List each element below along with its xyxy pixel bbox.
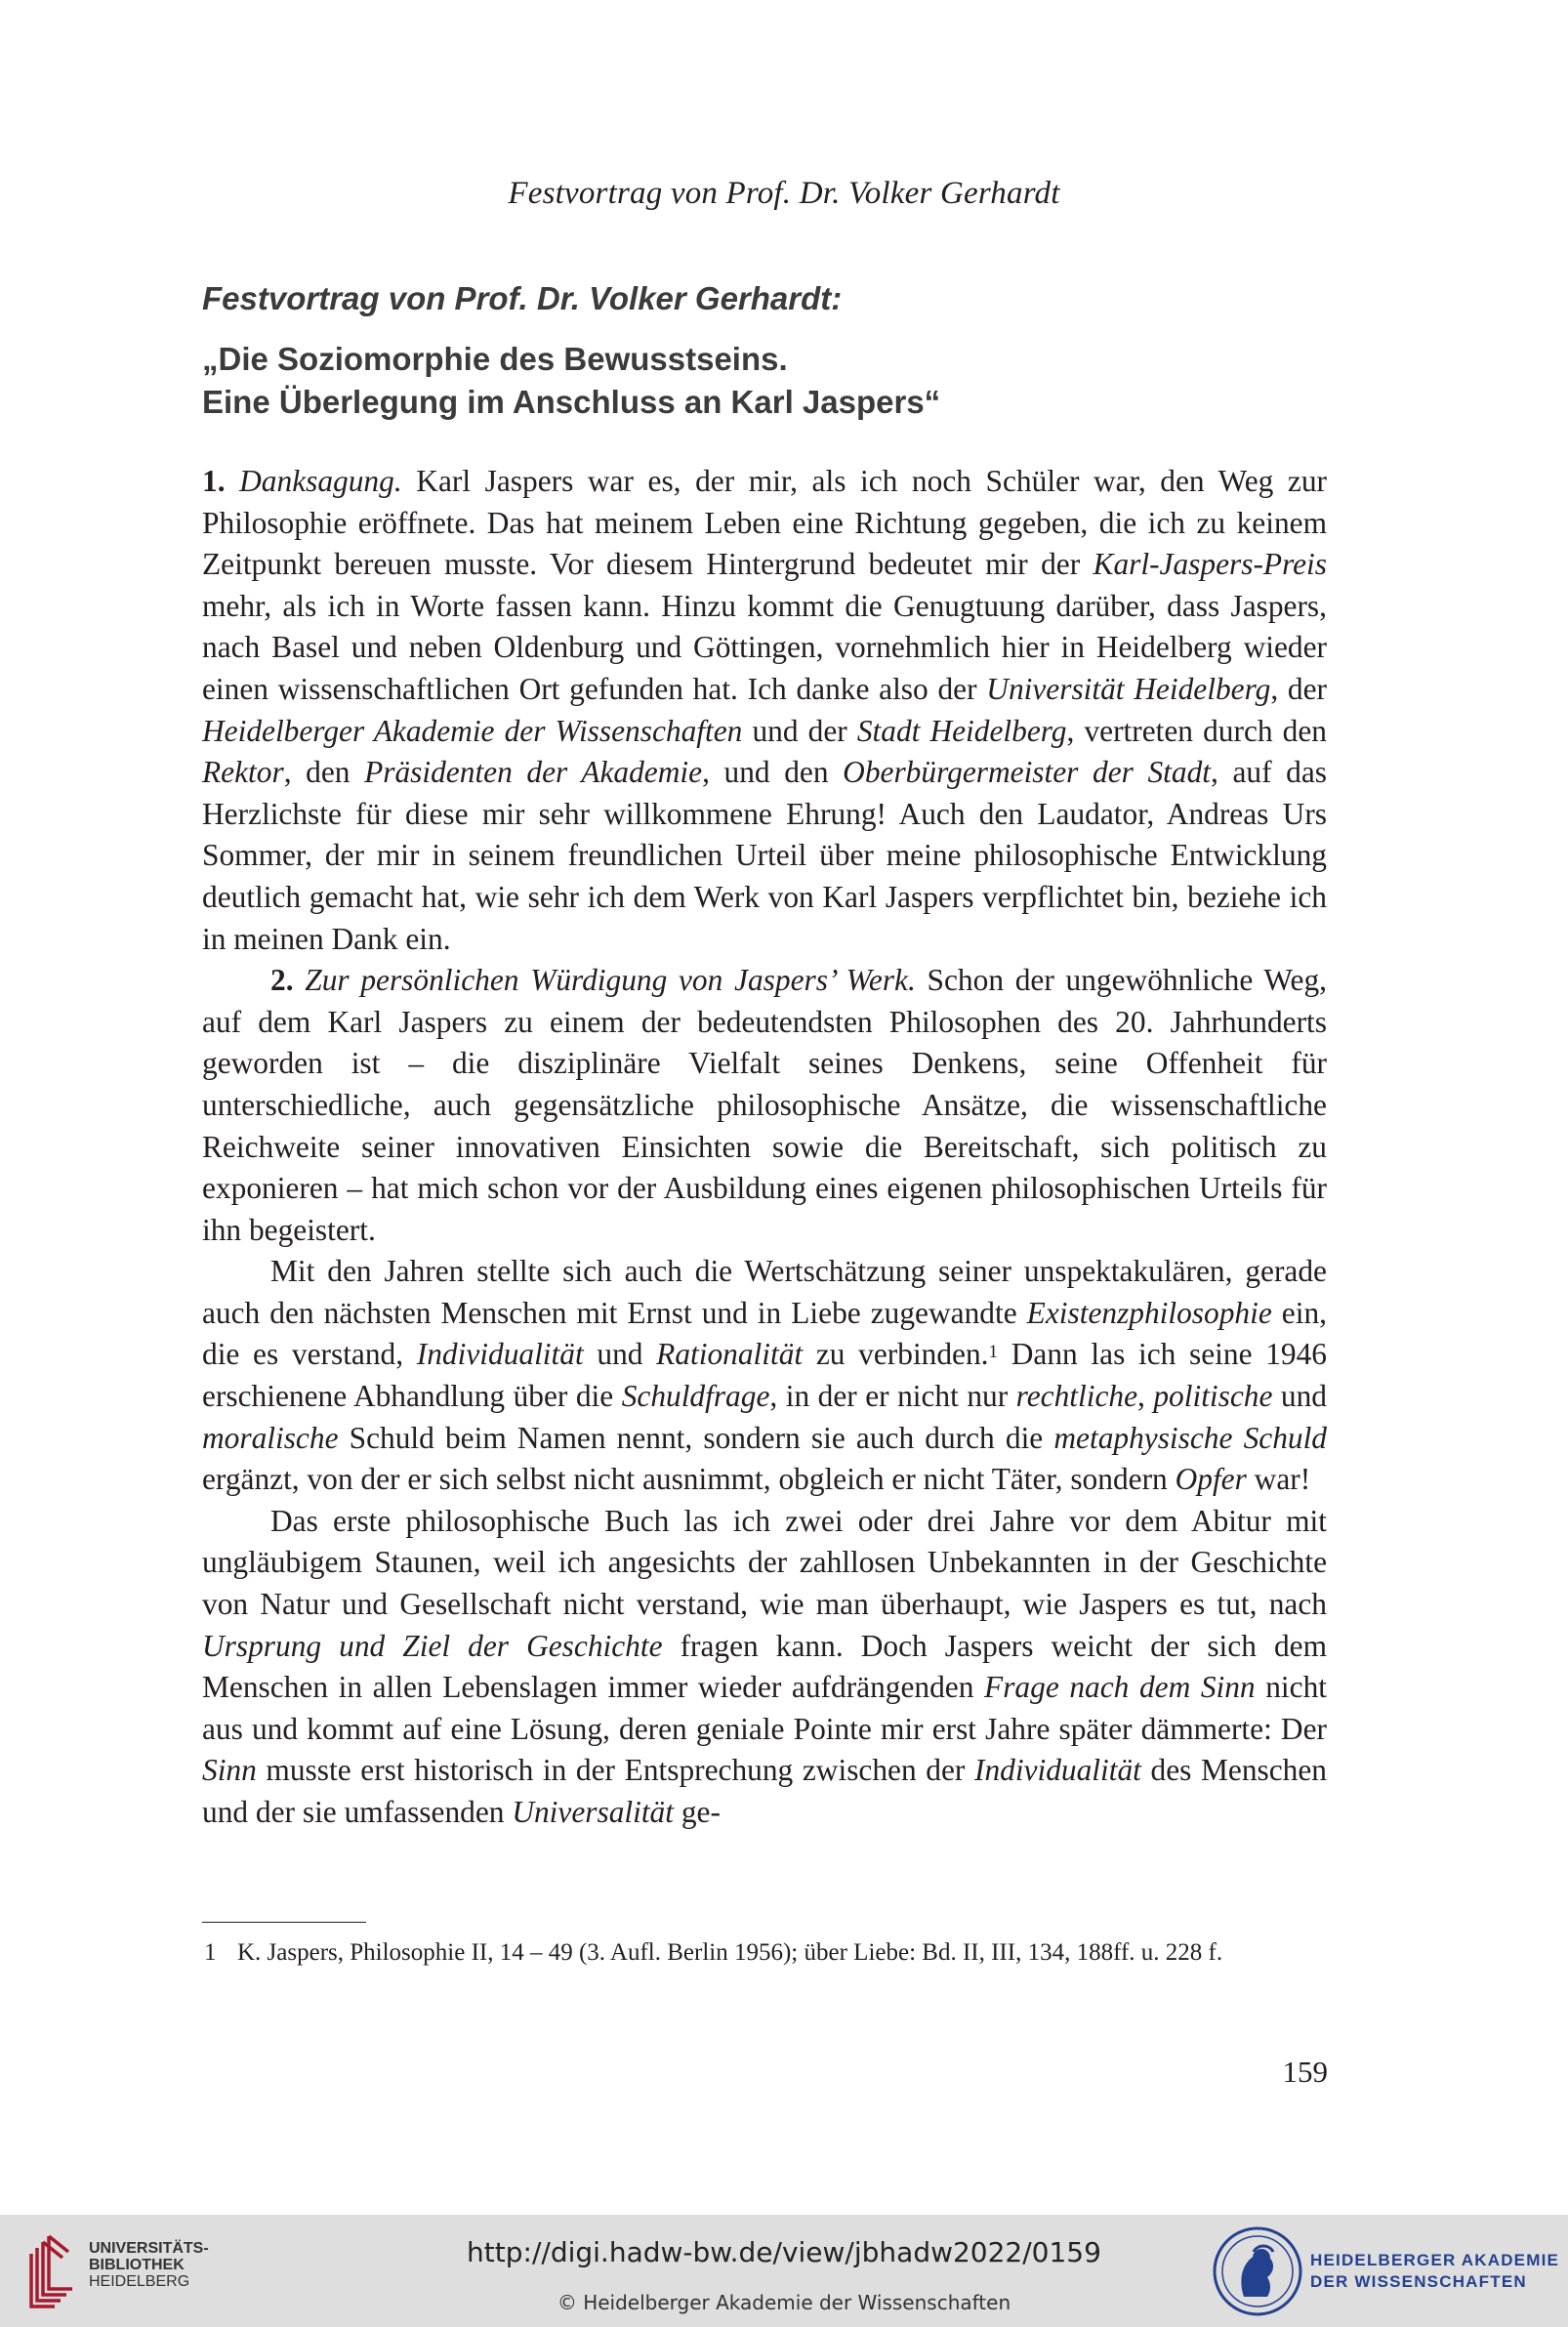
ub-line-3: HEIDELBERG	[89, 2273, 190, 2290]
emphasis: rechtliche	[1015, 1379, 1138, 1414]
hadw-line-2: DER WISSENSCHAFTEN	[1310, 2272, 1527, 2291]
paragraph: 2. Zur persönlichen Würdigung von Jaspers’ Werk. Schon der ungewöhnliche Weg, auf dem Karl Jaspers zu einem der bedeutendsten Philosophen des 20. Jahrhunderts geworden ist – die disziplinäre Vielfalt seines Denkens, seine Offenheit für unterschiedliche, auch gegensätzliche philosophische Ansätze, die wissenschaftliche Reichweite seiner innovativen Einsichten sowie die Bereitschaft, sich politisch zu exponieren – hat mich schon vor der Ausbildung eines eigenen philosophischen Urteils für ihn begeistert.	[202, 963, 1328, 1247]
lecture-title-line-2: Eine Überlegung im Anschluss an Karl Jaspers“	[202, 384, 941, 420]
emphasis: Universität Heidelberg	[986, 671, 1271, 706]
lecture-title-line-1: „Die Soziomorphie des Bewusstseins.	[202, 341, 788, 377]
hadw-wordmark	[1310, 2250, 1559, 2293]
permalink-url[interactable]: http://digi.hadw-bw.de/view/jbhadw2022/0159	[467, 2236, 1101, 2268]
copyright-notice: © Heidelberger Akademie der Wissenschaften	[557, 2291, 1011, 2314]
ub-line-1: UNIVERSITÄTS-	[89, 2240, 209, 2257]
emphasis: politische	[1153, 1379, 1273, 1414]
emphasis: Schuldfrage	[621, 1379, 770, 1414]
emphasis: moralische	[202, 1420, 339, 1455]
emphasis: Rationalität	[656, 1337, 804, 1372]
body-text	[202, 461, 1327, 1834]
emphasis: Präsidenten der Akademie	[364, 755, 703, 790]
emphasis: Frage nach dem Sinn	[984, 1670, 1256, 1705]
emphasis: Individualität	[416, 1337, 584, 1372]
footnote-ref[interactable]: 1	[988, 1342, 999, 1363]
emphasis: Karl-Jaspers-Preis	[1093, 547, 1327, 582]
paragraph: Das erste philosophische Buch las ich zwei oder drei Jahre vor dem Abitur mit ungläubigem Staunen, weil ich angesichts der zahllosen Unbekannten in der Geschichte von Natur und Gesellschaft nicht verstand, wie man überhaupt, wie Jaspers es tut, nach Ursprung und Ziel der Geschichte fragen kann. Doch Jaspers weicht der sich dem Menschen in allen Lebenslagen immer wieder aufdrängenden Frage nach dem Sinn nicht aus und kommt auf eine Lösung, deren geniale Pointe mir erst Jahre später dämmerte: Der Sinn musste erst historisch in der Entsprechung zwischen der Individualität des Menschen und der sie umfassenden Universalität ge-	[202, 1503, 1327, 1829]
footnote	[202, 1937, 1327, 1969]
hadw-line-1: HEIDELBERGER AKADEMIE	[1310, 2251, 1560, 2269]
paragraph: Mit den Jahren stellte sich auch die Wertschätzung seiner unspektakulären, gerade auch den nächsten Menschen mit Ernst und in Liebe zugewandte Existenzphilosophie ein, die es verstand, Individualität und Rationalität zu verbinden.$^1$ Dann las ich seine 1946 erschienene Abhandlung über die Schuldfrage, in der er nicht nur rechtliche, politische und moralische Schuld beim Namen nennt, sondern sie auch durch die metaphysische Schuld ergänzt, von der er sich selbst nicht ausnimmt, obgleich er nicht Täter, sondern Opfer war!	[202, 1254, 1328, 1497]
emphasis: Individualität	[974, 1753, 1141, 1788]
footer-bar	[0, 2215, 1568, 2327]
running-head: Festvortrag von Prof. Dr. Volker Gerhardt	[508, 176, 1060, 211]
paragraph: 1. Danksagung. Karl Jaspers war es, der mir, als ich noch Schüler war, den Weg zur Philosophie eröffnete. Das hat meinem Leben eine Richtung gegeben, die ich zu keinem Zeitpunkt bereuen musste. Vor diesem Hintergrund bedeutet mir der Karl-Jaspers-Preis mehr, als ich in Worte fassen kann. Hinzu kommt die Genugtuung darüber, dass Jaspers, nach Basel und neben Oldenburg und Göttingen, vornehmlich hier in Heidelberg wieder einen wissenschaftlichen Ort gefunden hat. Ich danke also der Universität Heidelberg, der Heidelberger Akademie der Wissenschaften und der Stadt Heidelberg, vertreten durch den Rektor, den Präsidenten der Akademie, und den Oberbürgermeister der Stadt, auf das Herzlichste für diese mir sehr willkommene Ehrung! Auch den Laudator, Andreas Urs Sommer, der mir in seinem freundlichen Urteil über meine philosophische Entwicklung deutlich gemacht hat, wie sehr ich dem Werk von Karl Jaspers verpflichtet bin, beziehe ich in meinen Dank ein.	[202, 464, 1328, 956]
lecture-heading: Festvortrag von Prof. Dr. Volker Gerhardt:	[202, 280, 843, 316]
emphasis: Zur persönlichen Würdigung von Jaspers’ Werk.	[305, 963, 916, 998]
emphasis: Heidelberger Akademie der Wissenschaften	[202, 713, 743, 748]
hadw-seal-icon	[1211, 2224, 1304, 2318]
footnote-number: 1	[204, 1939, 217, 1966]
emphasis: Opfer	[1175, 1462, 1247, 1497]
section-number: 2.	[270, 963, 306, 998]
emphasis: Ursprung und Ziel der Geschichte	[202, 1628, 663, 1663]
emphasis: Oberbürgermeister der Stadt	[843, 755, 1211, 790]
ub-line-2: BIBLIOTHEK	[89, 2257, 185, 2273]
emphasis: Universalität	[512, 1795, 674, 1829]
page-number: 159	[1282, 2055, 1328, 2089]
hadw-logo[interactable]	[1211, 2224, 1562, 2318]
emphasis: Danksagung.	[239, 464, 402, 498]
emphasis: Existenzphilosophie	[1026, 1295, 1272, 1330]
emphasis: Sinn	[202, 1753, 257, 1788]
emphasis: Stadt Heidelberg	[856, 713, 1067, 748]
footnote-divider	[202, 1922, 366, 1923]
emphasis: metaphysische Schuld	[1053, 1420, 1327, 1455]
emphasis: Rektor	[202, 755, 284, 790]
lecture-title	[202, 338, 1325, 424]
footnote-text: K. Jaspers, Philosophie II, 14 – 49 (3. Aufl. Berlin 1956); über Liebe: Bd. II, III, 134, 188ff. u. 228 f.	[237, 1939, 1223, 1966]
section-number: 1.	[202, 464, 240, 498]
